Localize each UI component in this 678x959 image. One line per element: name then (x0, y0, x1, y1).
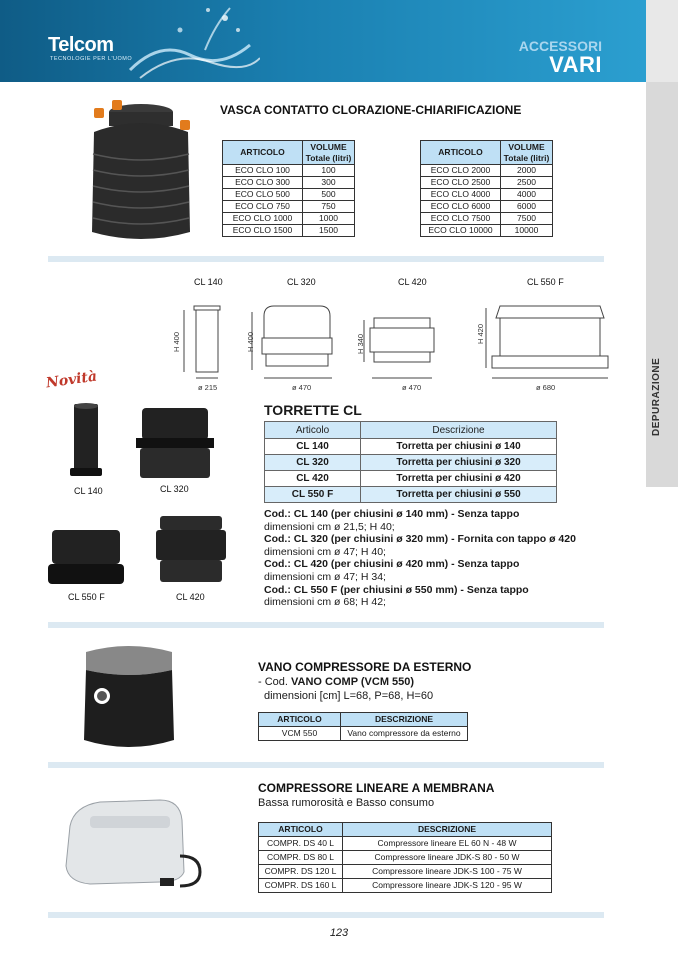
category-small: ACCESSORI (518, 38, 602, 54)
photo-label-cl320: CL 320 (160, 484, 189, 494)
code-dims: dimensioni cm ø 68; H 42; (264, 596, 386, 609)
dim-h-cl140: H 400 (172, 331, 181, 352)
divider (48, 912, 604, 918)
col-articolo: ARTICOLO (421, 141, 501, 165)
cl140-photo (66, 402, 106, 482)
code-dims: dimensioni cm ø 47; H 34; (264, 570, 386, 583)
table-row: ECO CLO 300 300 (223, 177, 355, 189)
dim-d-cl320: ø 470 (292, 383, 312, 392)
divider (48, 256, 604, 262)
dim-d-cl550: ø 680 (536, 383, 556, 392)
vano-compressore-image (80, 640, 178, 752)
table-row: ECO CLO 2500 2500 (421, 177, 553, 189)
table-row: VCM 550 Vano compressore da esterno (259, 727, 468, 741)
vano-code: - Cod. VANO COMP (VCM 550) (258, 676, 415, 688)
compressore-subtitle: Bassa rumorosità e Basso consumo (258, 797, 435, 809)
table-row: ECO CLO 4000 4000 (421, 189, 553, 201)
compressore-title: COMPRESSORE LINEARE A MEMBRANA (258, 781, 495, 795)
col-descrizione: Descrizione (361, 422, 557, 439)
cl320-photo (134, 402, 216, 482)
table-row: ECO CLO 10000 10000 (421, 225, 553, 237)
photo-label-cl420: CL 420 (176, 592, 205, 602)
torrette-codes (264, 508, 604, 609)
table-row: ECO CLO 7500 7500 (421, 213, 553, 225)
col-articolo: Articolo (265, 422, 361, 439)
table-row: COMPR. DS 80 L Compressore lineare JDK-S 80 - 50 W (259, 851, 552, 865)
table-row: CL 550 F Torretta per chiusini ø 550 (265, 487, 557, 503)
photo-label-cl550f: CL 550 F (68, 592, 105, 602)
table-row: ECO CLO 6000 6000 (421, 201, 553, 213)
table-row: COMPR. DS 40 L Compressore lineare EL 60 N - 48 W (259, 837, 552, 851)
dim-h-cl320: H 400 (246, 331, 255, 352)
cl420-photo (150, 512, 232, 586)
technical-drawings (170, 290, 610, 390)
table-row: ECO CLO 1000 1000 (223, 213, 355, 225)
company-logo: Telcom (48, 34, 114, 56)
drawing-label-cl320: CL 320 (287, 277, 316, 287)
vasca-table-left (222, 140, 355, 237)
table-row: COMPR. DS 120 L Compressore lineare JDK-S 100 - 75 W (259, 865, 552, 879)
dim-h-cl550: H 420 (476, 323, 485, 344)
code-line: Cod.: CL 550 F (per chiusini ø 550 mm) - Senza tappo (264, 583, 529, 596)
table-row: ECO CLO 1500 1500 (223, 225, 355, 237)
code-line: Cod.: CL 420 (per chiusini ø 420 mm) - Senza tappo (264, 558, 520, 571)
table-row: CL 320 Torretta per chiusini ø 320 (265, 455, 557, 471)
code-line: Cod.: CL 140 (per chiusini ø 140 mm) - Senza tappo (264, 508, 520, 520)
table-row: ECO CLO 2000 2000 (421, 165, 553, 177)
col-articolo: ARTICOLO (259, 823, 343, 837)
page-number: 123 (329, 927, 349, 939)
category-title: VARI (549, 52, 602, 77)
logo-tagline: TECNOLOGIE PER L'UOMO (50, 56, 133, 62)
col-volume: VOLUME Totale (litri) (303, 141, 355, 165)
drawing-label-cl420: CL 420 (398, 277, 427, 287)
vano-title: VANO COMPRESSORE DA ESTERNO (258, 660, 472, 674)
drawing-label-cl550: CL 550 F (527, 277, 564, 287)
side-tab-label: DEPURAZIONE (651, 357, 662, 436)
dim-d-cl140: ø 215 (198, 383, 218, 392)
divider (48, 622, 604, 628)
col-articolo: ARTICOLO (259, 713, 341, 727)
photo-label-cl140: CL 140 (74, 486, 103, 496)
table-row: ECO CLO 750 750 (223, 201, 355, 213)
col-descrizione: DESCRIZIONE (341, 713, 468, 727)
novita-badge: Novità (45, 368, 99, 392)
vasca-title: VASCA CONTATTO CLORAZIONE-CHIARIFICAZIONE (220, 103, 522, 117)
vasca-table-right (420, 140, 553, 237)
table-row: CL 420 Torretta per chiusini ø 420 (265, 471, 557, 487)
dim-h-cl420: H 340 (356, 333, 365, 354)
table-row: COMPR. DS 160 L Compressore lineare JDK-S 120 - 95 W (259, 879, 552, 893)
col-articolo: ARTICOLO (223, 141, 303, 165)
table-row: ECO CLO 100 100 (223, 165, 355, 177)
vano-dims: dimensioni [cm] L=68, P=68, H=60 (264, 690, 434, 702)
code-dims: dimensioni cm ø 47; H 40; (264, 545, 386, 558)
divider (48, 762, 604, 768)
torrette-title: TORRETTE CL (264, 402, 362, 418)
dim-d-cl420: ø 470 (402, 383, 422, 392)
col-descrizione: DESCRIZIONE (343, 823, 552, 837)
compressore-table (258, 822, 552, 893)
vano-table (258, 712, 468, 741)
torrette-table (264, 421, 557, 503)
page-header (0, 0, 646, 82)
code-dims: dimensioni cm ø 21,5; H 40; (264, 520, 395, 533)
side-tab-top (646, 0, 678, 82)
water-splash-image (120, 0, 260, 82)
compressore-image (60, 796, 210, 892)
col-volume: VOLUME Totale (litri) (501, 141, 553, 165)
vasca-tank-image (86, 94, 196, 244)
code-line: Cod.: CL 320 (per chiusini ø 320 mm) - Fornita con tappo ø 420 (264, 533, 576, 546)
table-row: ECO CLO 500 500 (223, 189, 355, 201)
cl550f-photo (46, 526, 126, 588)
table-row: CL 140 Torretta per chiusini ø 140 (265, 439, 557, 455)
drawing-label-cl140: CL 140 (194, 277, 223, 287)
